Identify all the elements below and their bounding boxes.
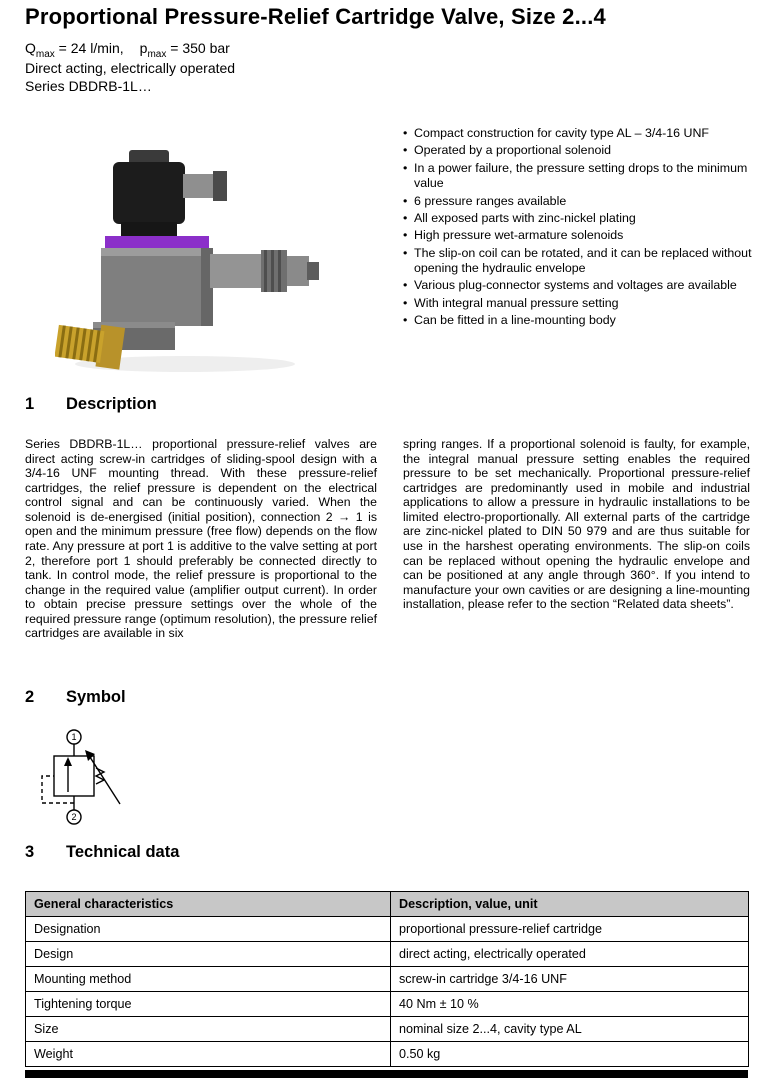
flow-arrowhead — [64, 757, 72, 766]
section-number: 3 — [25, 843, 35, 861]
table-cell: nominal size 2...4, cavity type AL — [391, 1017, 749, 1042]
table-header-row — [26, 892, 749, 917]
description-column-right: spring ranges. If a proportional solenoid is faulty, for example, the integral manual pressure setting enables the required pressure to be set mechanically. Proportional pressure-relief cartridges are predominantly used in mobile and industrial applications to allow a pressure in hydraulic installations to be limited electro-proportionally. All external parts of the cartridge are zinc-nickel plated to DIN 50 979 and are thus suitable for use in the harshest operating environments. The slip-on coils can be replaced without opening the hydraulic envelope and can be positioned at any angle through 360°. If you intend to manufacture your own cavities or are designing a line-mounting installation, please refer to the section “Related data sheets”. — [403, 437, 750, 612]
valve-square — [54, 756, 94, 796]
section-title: Technical data — [66, 843, 180, 861]
section-number: 2 — [25, 688, 35, 706]
feature-item — [403, 143, 755, 158]
coil — [101, 222, 213, 326]
armature-tube — [210, 250, 319, 292]
operation-line: Direct acting, electrically operated — [25, 60, 236, 76]
table-row — [26, 967, 749, 992]
valve-photo — [55, 126, 327, 378]
spec-line — [25, 40, 230, 60]
series-line: Series DBDRB-1L… — [25, 78, 152, 94]
din-connector — [113, 150, 227, 224]
port-2-label: 2 — [71, 812, 77, 822]
table-row — [26, 1017, 749, 1042]
table-cell: Tightening torque — [26, 992, 391, 1017]
table-row — [26, 1042, 749, 1067]
feature-item — [403, 296, 755, 311]
feature-text: Operated by a proportional solenoid — [414, 143, 612, 158]
feature-text: All exposed parts with zinc-nickel plating — [414, 210, 636, 225]
pmax-value: = 350 bar — [166, 40, 230, 56]
bullet-icon — [403, 278, 414, 293]
pilot-line-dashed — [42, 776, 74, 803]
section-number: 1 — [25, 395, 35, 413]
table-cell: Weight — [26, 1042, 391, 1067]
table-row — [26, 917, 749, 942]
qmax-value: = 24 l/min, — [54, 40, 124, 56]
feature-text: 6 pressure ranges available — [414, 193, 567, 208]
feature-text: The slip-on coil can be rotated, and it can be replaced without opening the hydraulic envelope — [414, 245, 752, 275]
bullet-icon — [403, 161, 414, 192]
pmax-symbol: p — [139, 40, 148, 56]
technical-data-table — [25, 891, 749, 1067]
hydraulic-symbol — [22, 726, 172, 838]
pmax-sub: max — [147, 48, 167, 60]
table-cell: Designation — [26, 917, 391, 942]
next-section-bar — [25, 1070, 748, 1078]
port-1-label: 1 — [71, 732, 77, 742]
feature-list — [403, 126, 755, 331]
table-row — [26, 942, 749, 967]
table-cell: Size — [26, 1017, 391, 1042]
feature-text: Various plug-connector systems and voltages are available — [414, 278, 737, 293]
feature-item — [403, 278, 755, 293]
feature-item — [403, 126, 755, 141]
table-cell: screw-in cartridge 3/4-16 UNF — [391, 967, 749, 992]
bullet-icon — [403, 246, 414, 277]
bullet-icon — [403, 313, 414, 328]
section-title: Symbol — [66, 688, 126, 706]
table-cell: proportional pressure-relief cartridge — [391, 917, 749, 942]
section-heading-symbol — [25, 688, 126, 707]
table-header-cell: Description, value, unit — [391, 892, 749, 917]
qmax-sub: max — [35, 48, 55, 60]
table-cell: 40 Nm ± 10 % — [391, 992, 749, 1017]
feature-text: In a power failure, the pressure setting drops to the minimum value — [414, 160, 748, 191]
feature-item — [403, 228, 755, 243]
bullet-icon — [403, 194, 414, 209]
table-row — [26, 992, 749, 1017]
bullet-icon — [403, 228, 414, 243]
table-cell: Design — [26, 942, 391, 967]
feature-text: Can be fitted in a line-mounting body — [414, 313, 616, 328]
feature-text: High pressure wet-armature solenoids — [414, 228, 624, 243]
feature-item — [403, 161, 755, 192]
section-heading-technical-data — [25, 843, 179, 862]
feature-text: Compact construction for cavity type AL – 3/4-16 UNF — [414, 126, 709, 140]
page-title: Proportional Pressure-Relief Cartridge Valve, Size 2...4 — [25, 4, 606, 29]
feature-item — [403, 246, 755, 277]
feature-text: With integral manual pressure setting — [414, 295, 619, 310]
table-cell: 0.50 kg — [391, 1042, 749, 1067]
qmax-symbol: Q — [25, 40, 36, 56]
bullet-icon — [403, 143, 414, 158]
section-title: Description — [66, 395, 157, 413]
feature-item — [403, 313, 755, 328]
table-cell: Mounting method — [26, 967, 391, 992]
description-column-left: Series DBDRB-1L… proportional pressure-relief valves are direct acting screw-in cartridges of sliding-spool design with a 3/4-16 UNF mounting thread. With these pressure-relief cartridges, the relief pressure is dependent on the electrical control signal and can be continuously varied. When the solenoid is de-energised (initial position), connection 2 → 1 is open and the minimum pressure (free flow) depends on the flow rate. Any pressure at port 1 is additive to the valve setting at port 2, therefore port 1 should preferably be connected directly to tank. In control mode, the relief pressure is proportional to the change in the required value (amplifier output current). In order to obtain precise pressure settings over the whole of the required pressure range (optimum resolution), the pressure relief cartridges are available in six — [25, 437, 377, 641]
feature-item — [403, 211, 755, 226]
table-header-cell: General characteristics — [26, 892, 391, 917]
bullet-icon — [403, 126, 414, 141]
section-heading-description — [25, 395, 157, 414]
feature-item — [403, 194, 755, 209]
table-cell: direct acting, electrically operated — [391, 942, 749, 967]
bullet-icon — [403, 296, 414, 311]
bullet-icon — [403, 211, 414, 226]
